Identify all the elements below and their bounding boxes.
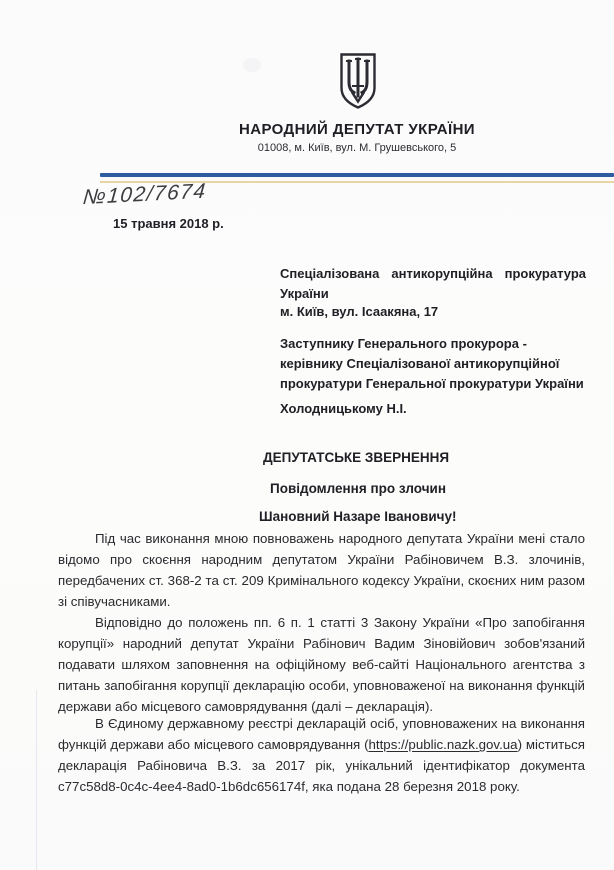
letter-body (58, 528, 585, 797)
doc-subtitle: Повідомлення про злочин (270, 481, 446, 496)
handwritten-reference-number: №102/7674 (81, 179, 208, 210)
paragraph-1: Під час виконання мною повноважень народного депутата України мені стало відомо про скоєння народним депутатом України Рабіновичем В.З. злочинів, передбачених ст. 368-2 та ст. 209 Кримінального кодексу України, скоєних ним разом зі співучасниками. (58, 531, 585, 609)
recipient-addressee-title: Заступнику Генерального прокурора - керівнику Спеціалізованої антикорупційної прокуратури Генеральної прокуратури України (280, 336, 584, 391)
paragraph-3 (58, 713, 585, 797)
paragraph-3-text-after: ) міститься декларація Рабіновича В.З. за 2017 рік, унікальний ідентифікатор документа c77c58d8-0c4c-4ee4-8ad0-1b6dc656174f, яка подана 28 березня 2018 року. (58, 737, 585, 794)
letter-date: 15 травня 2018 р. (113, 216, 224, 231)
nazk-registry-link: https://public.nazk.gov.ua (368, 737, 518, 752)
recipient-office-address: м. Київ, вул. Ісаакяна, 17 (280, 304, 439, 319)
scan-fold-line-artifact (36, 690, 37, 870)
recipient-office: Спеціалізована антикорупційна прокуратура України (280, 266, 586, 301)
org-address: 01008, м. Київ, вул. М. Грушевського, 5 (257, 142, 457, 154)
ukraine-trident-emblem-icon (339, 52, 377, 110)
scan-smudge-artifact (243, 58, 261, 72)
paragraph-2: Відповідно до положень пп. 6 п. 1 статті 3 Закону України «Про запобігання корупції» народний депутат України Рабінович Вадим Зіновійович зобов'язаний подавати шляхом заповнення на офіційному веб-сайті Національного агентства з питань запобігання корупції декларацію особи, уповноваженої на виконання функцій держави або місцевого самоврядування (далі – декларація). (58, 615, 585, 714)
org-name: НАРОДНИЙ ДЕПУТАТ УКРАЇНИ (239, 121, 475, 138)
paragraph-3-text-before: В Єдиному державному реєстрі декларацій осіб, уповноважених на виконання функцій держави або місцевого самоврядування ( (58, 716, 585, 752)
flag-rule-blue (100, 173, 614, 177)
salutation: Шановний Назаре Івановичу! (259, 509, 457, 524)
recipient-addressee-name: Холодницькому Н.І. (280, 401, 407, 416)
doc-type-heading: ДЕПУТАТСЬКЕ ЗВЕРНЕННЯ (263, 450, 450, 465)
